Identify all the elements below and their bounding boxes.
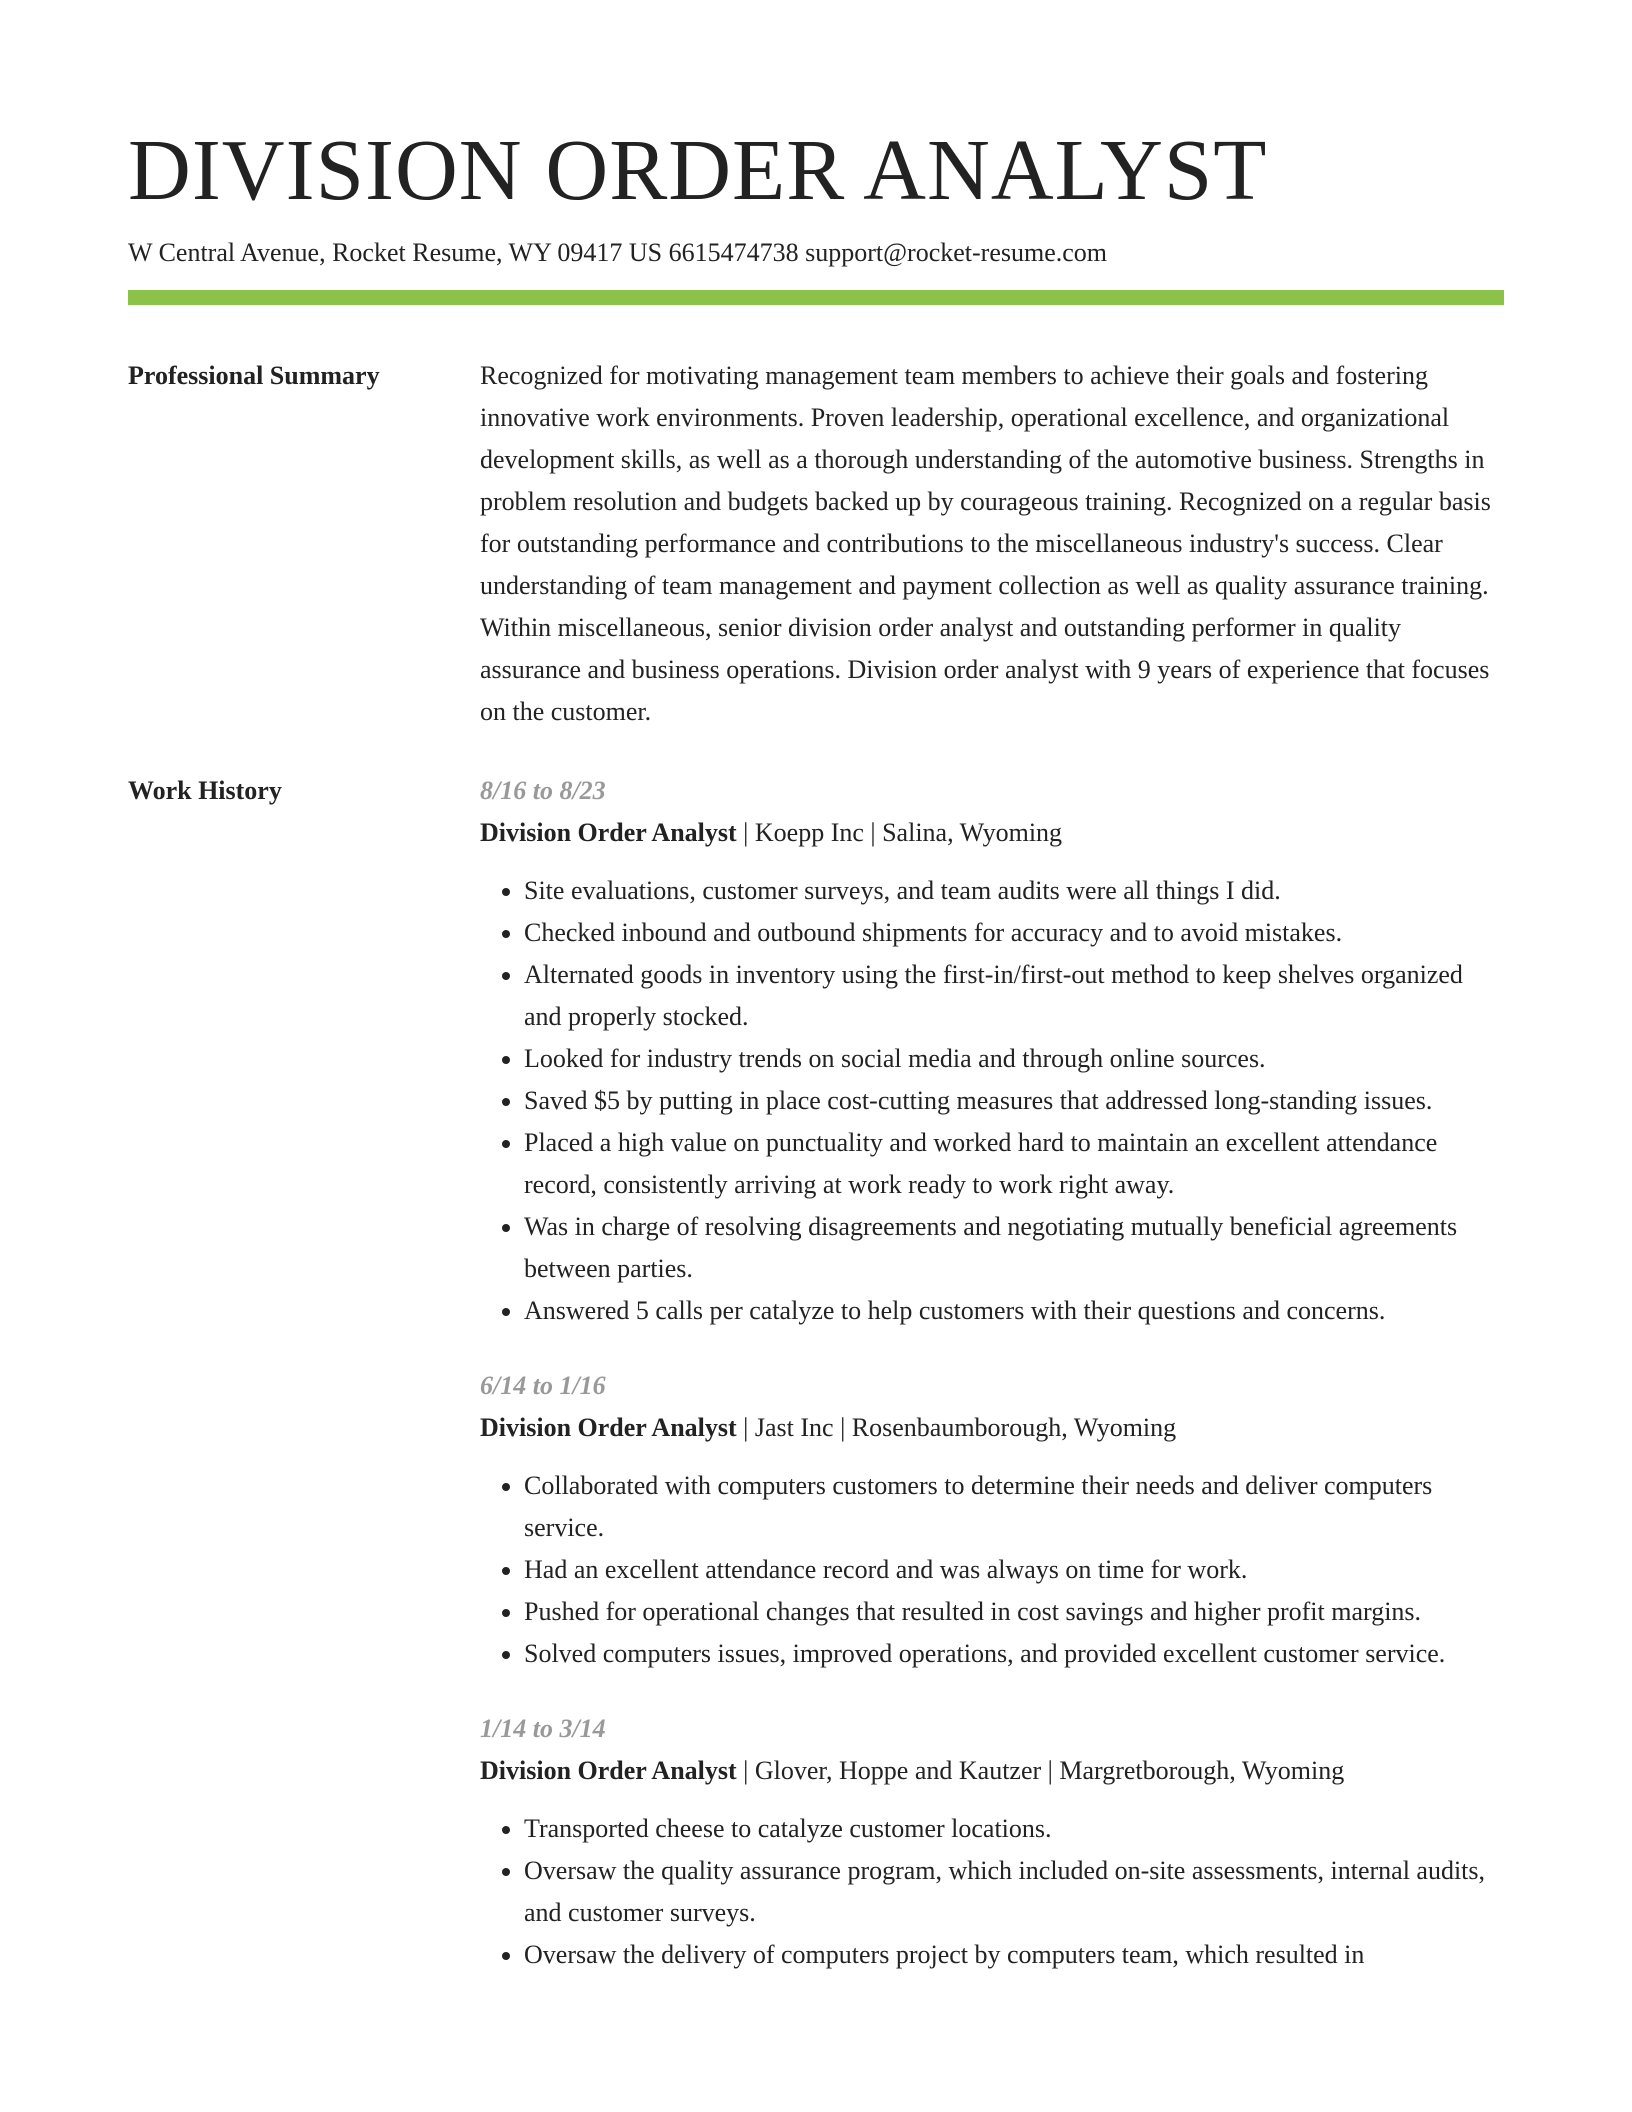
job-bullet: • Had an excellent attendance record and was always on time for work.: [524, 1549, 1504, 1591]
job-bullet: • Checked inbound and outbound shipments for accuracy and to avoid mistakes.: [524, 912, 1504, 954]
job-details: | Glover, Hoppe and Kautzer | Margretborough, Wyoming: [736, 1756, 1345, 1785]
job-bullet: • Solved computers issues, improved operations, and provided excellent customer service.: [524, 1633, 1504, 1675]
job-title: Division Order Analyst: [480, 818, 737, 847]
job-dates: 1/14 to 3/14: [480, 1714, 606, 1743]
job-title-line: [480, 812, 1504, 854]
professional-summary-section: [128, 355, 1504, 733]
job-bullet: • Placed a high value on punctuality and worked hard to maintain an excellent attendance record, consistently arriving at work ready to work right away.: [524, 1122, 1504, 1206]
resume-title: DIVISION ORDER ANALYST: [128, 121, 1268, 218]
job-bullet: • Oversaw the delivery of computers project by computers team, which resulted in: [524, 1934, 1504, 1976]
job-dates: 8/16 to 8/23: [480, 776, 606, 805]
contact-line: W Central Avenue, Rocket Resume, WY 09417 US 6615474738 support@rocket-resume.com: [128, 238, 1108, 267]
job-bullets: [480, 1808, 1504, 1976]
job-bullet: • Looked for industry trends on social media and through online sources.: [524, 1038, 1504, 1080]
section-label-summary: Professional Summary: [128, 361, 380, 390]
job-bullets: [480, 870, 1504, 1332]
summary-body: [480, 355, 1504, 733]
job-title: Division Order Analyst: [480, 1413, 737, 1442]
job-title: Division Order Analyst: [480, 1756, 737, 1785]
job-details: | Koepp Inc | Salina, Wyoming: [736, 818, 1063, 847]
job-bullet: • Alternated goods in inventory using the first-in/first-out method to keep shelves organized and properly stocked.: [524, 954, 1504, 1038]
job-entry: [480, 1365, 1504, 1675]
job-entry: [480, 1708, 1504, 1976]
job-bullet: • Collaborated with computers customers to determine their needs and deliver computers service.: [524, 1465, 1504, 1549]
job-bullet: • Answered 5 calls per catalyze to help customers with their questions and concerns.: [524, 1290, 1504, 1332]
section-label-work-history: Work History: [128, 776, 282, 805]
work-history-section: [128, 770, 1504, 2009]
job-bullet: • Pushed for operational changes that resulted in cost savings and higher profit margins.: [524, 1591, 1504, 1633]
job-bullet: • Saved $5 by putting in place cost-cutting measures that addressed long-standing issues.: [524, 1080, 1504, 1122]
job-title-line: [480, 1750, 1504, 1792]
work-history-body: [480, 770, 1504, 2009]
job-bullet: • Site evaluations, customer surveys, and team audits were all things I did.: [524, 870, 1504, 912]
job-bullets: [480, 1465, 1504, 1675]
job-bullet: • Transported cheese to catalyze customer locations.: [524, 1808, 1504, 1850]
job-bullet: • Was in charge of resolving disagreements and negotiating mutually beneficial agreements between parties.: [524, 1206, 1504, 1290]
accent-divider: [128, 290, 1504, 305]
job-entry: [480, 770, 1504, 1332]
job-title-line: [480, 1407, 1504, 1449]
job-bullet: • Oversaw the quality assurance program, which included on-site assessments, internal audits, and customer surveys.: [524, 1850, 1504, 1934]
summary-text: Recognized for motivating management team members to achieve their goals and fostering innovative work environments. Proven leadership, operational excellence, and organizational development skills, as well as a thorough understanding of the automotive business. Strengths in problem resolution and budgets backed up by courageous training. Recognized on a regular basis for outstanding performance and contributions to the miscellaneous industry's success. Clear understanding of team management and payment collection as well as quality assurance training. Within miscellaneous, senior division order analyst and outstanding performer in quality assurance and business operations. Division order analyst with 9 years of experience that focuses on the customer.: [480, 361, 1491, 726]
resume-page: [128, 0, 1504, 2009]
job-details: | Jast Inc | Rosenbaumborough, Wyoming: [736, 1413, 1177, 1442]
job-dates: 6/14 to 1/16: [480, 1371, 606, 1400]
